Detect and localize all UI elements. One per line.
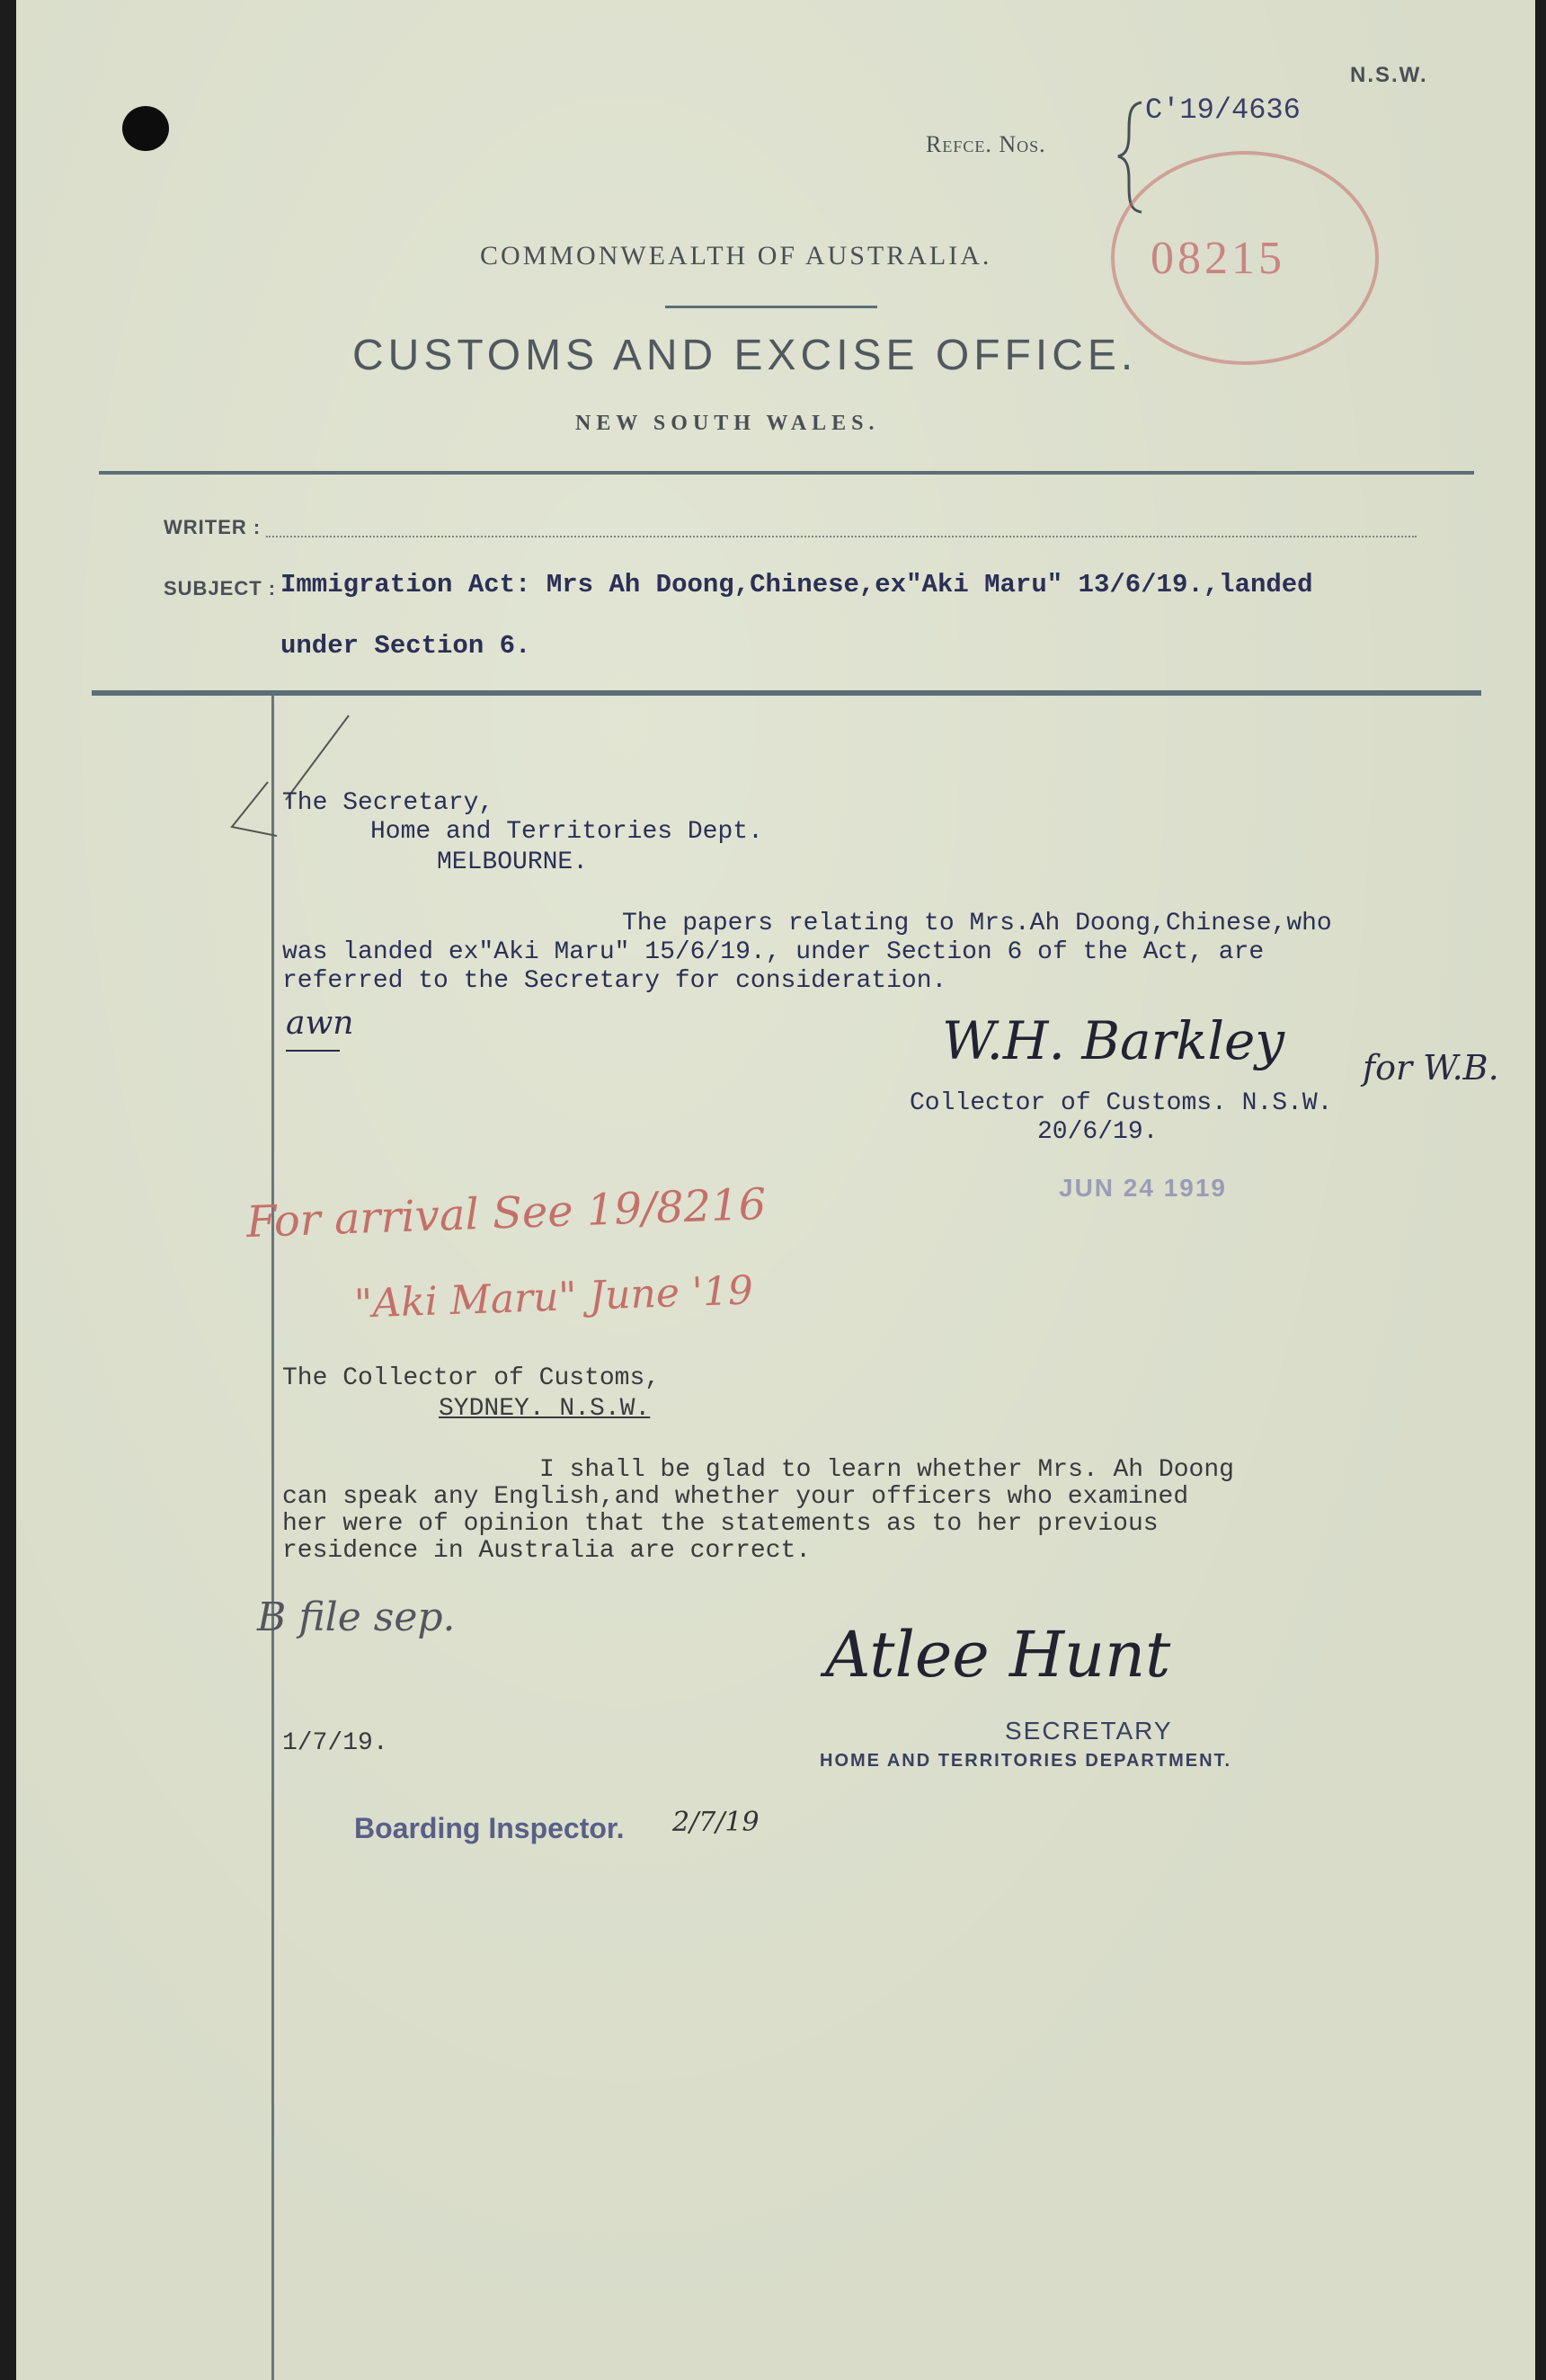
letter2-signatory-dept: HOME AND TERRITORIES DEPARTMENT.: [820, 1751, 1232, 1771]
margin-rule: [271, 696, 274, 2380]
letter2-addressee-1: The Collector of Customs,: [282, 1364, 661, 1392]
red-annotation-2: "Aki Maru" June '19: [353, 1267, 754, 1328]
tick-mark-icon: [214, 710, 358, 845]
received-date-stamp: JUN 24 1919: [1059, 1174, 1228, 1202]
letter2-signatory-title: SECRETARY: [1005, 1717, 1173, 1745]
state-code: N.S.W.: [1350, 63, 1428, 87]
boarding-note: 2/7/19: [672, 1807, 760, 1838]
subject-label: SUBJECT :: [164, 577, 277, 599]
letter1-body-3: referred to the Secretary for consideration.: [282, 967, 947, 995]
letter1-body-2: was landed ex"Aki Maru" 15/6/19., under Section 6 of the Act, are: [282, 938, 1265, 966]
letter1-signature-suffix: for W.B.: [1363, 1048, 1499, 1088]
office-heading: CUSTOMS AND EXCISE OFFICE.: [352, 332, 1138, 379]
letter1-signature: W.H. Barkley: [942, 1010, 1285, 1071]
document-page: [16, 0, 1535, 2380]
initials: awn: [286, 1005, 354, 1042]
letter2-date: 1/7/19.: [282, 1729, 388, 1757]
commonwealth-heading: COMMONWEALTH OF AUSTRALIA.: [480, 241, 992, 271]
addressee-2: Home and Territories Dept.: [370, 818, 763, 846]
punch-hole: [122, 106, 169, 151]
letter1-body-1: The papers relating to Mrs.Ah Doong,Chinese,who: [622, 910, 1332, 937]
subject-rule: [92, 690, 1481, 696]
subject-line-2: under Section 6.: [280, 631, 531, 661]
boarding-inspector-stamp: Boarding Inspector.: [354, 1812, 625, 1844]
writer-dotted-line: [266, 536, 1417, 537]
addressee-1: The Secretary,: [282, 789, 494, 817]
letter1-date: 20/6/19.: [1037, 1118, 1159, 1146]
addressee-3: MELBOURNE.: [437, 848, 589, 876]
letter2-body-1: I shall be glad to learn whether Mrs. Ah Doong: [539, 1456, 1234, 1484]
writer-label: WRITER :: [164, 516, 262, 538]
subject-line-1: Immigration Act: Mrs Ah Doong,Chinese,ex"Aki Maru" 13/6/19.,landed: [280, 570, 1313, 599]
stamp-number: 08215: [1151, 233, 1285, 284]
letter2-body-2: can speak any English,and whether your officers who examined: [282, 1483, 1189, 1511]
header-rule: [99, 471, 1474, 475]
letter2-signature: Atlee Hunt: [825, 1618, 1171, 1692]
refce-number: C'19/4636: [1145, 93, 1301, 127]
red-annotation-1: For arrival See 19/8216: [245, 1178, 768, 1248]
letter2-addressee-2: SYDNEY. N.S.W.: [439, 1395, 651, 1423]
state-heading: NEW SOUTH WALES.: [575, 412, 880, 435]
refce-label: Refce. Nos.: [926, 131, 1046, 157]
letter1-signatory: Collector of Customs. N.S.W.: [910, 1089, 1333, 1117]
margin-note: B file sep.: [257, 1594, 456, 1640]
letter2-body-3: her were of opinion that the statements as to her previous: [282, 1510, 1159, 1538]
header-short-rule: [665, 306, 877, 308]
initials-underline: [286, 1050, 340, 1052]
letter2-body-4: residence in Australia are correct.: [282, 1537, 812, 1565]
